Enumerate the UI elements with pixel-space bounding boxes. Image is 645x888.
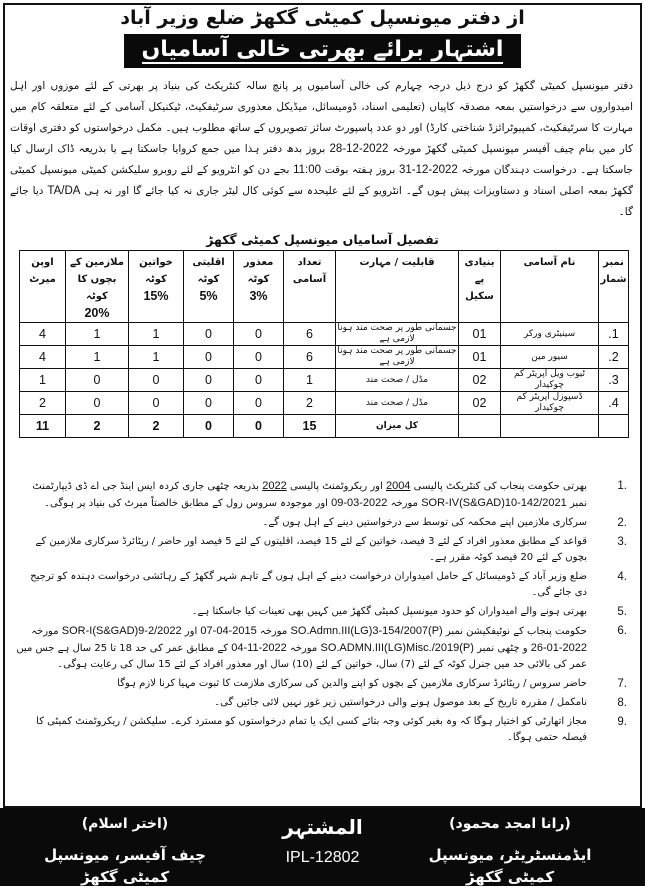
chief-officer-signature: [40, 814, 210, 888]
cell-open-merit: 4: [20, 346, 66, 369]
interview-date: 31-12-2022: [398, 164, 458, 176]
table-row: [20, 346, 629, 369]
term-text: اور موجودہ سروس رول کے مطابق خالصتاً میرٹ کی بنیاد پر ہوگی۔: [44, 498, 328, 509]
cell-total: 6: [284, 346, 336, 369]
reference-date: 07-04-2015: [200, 625, 257, 637]
term-item: [16, 676, 627, 692]
signatory-name: (رانا امجد محمود): [449, 816, 571, 832]
cell-qualification: مڈل / صحت مند: [336, 369, 459, 392]
header-percent: 15%: [143, 289, 169, 303]
header-label: ملازمین کے بچوں کا کوٹہ: [70, 257, 124, 302]
term-text: مورخہ: [289, 643, 318, 654]
cell-minority: 0: [184, 392, 234, 415]
cell-bps: 02: [459, 369, 501, 392]
cell-employees-children: 0: [66, 392, 129, 415]
term-text: مورخہ: [390, 498, 418, 509]
header-bps: بنیادی پے سکیل: [459, 251, 501, 323]
term-number: 9.: [617, 716, 627, 728]
header-post-name: نام آسامی: [501, 251, 599, 323]
header-minority-quota: [184, 251, 234, 323]
cell-disabled: 0: [234, 346, 284, 369]
administrator-signature: [405, 814, 615, 888]
term-text: حکومت پنجاب کے نوٹیفکیشن نمبر: [445, 626, 587, 637]
cell-total: 2: [284, 392, 336, 415]
intro-line: ڈومیسائل، میڈیکل معذوری سرٹیفکیٹ، ٹیکنیکل آسامی کے لئے متعلقہ کام میں مہارت کا سرٹیفکیٹ، کمپیوٹرائزڈ شناختی کارڈ) اور دو عدد پاسپورٹ سائز تصویروں کے ساتھ مطلوب ہیں۔ مکمل: [10, 101, 633, 134]
header-employees-children-quota: [66, 251, 129, 323]
interview-time: 11:00: [293, 164, 322, 176]
cell-disabled: 0: [234, 392, 284, 415]
cell-bps: 01: [459, 323, 501, 346]
table-title: تفصیل آسامیاں میونسپل کمیٹی گکھڑ: [206, 232, 439, 247]
term-item: [16, 695, 627, 711]
term-text: ضلع وزیر آباد کے ڈومیسائل کے حامل امیدواران درخواست دینے کے اہل ہوں گے تاہم شہر گکھڑ کے رہائشی درخواست دہندہ کو ترجیح دی جائے گی۔: [30, 571, 587, 598]
term-text: نامکمل / مقررہ تاریخ کے بعد موصول ہونے والی درخواستیں زیر غور نہیں لائی جائیں گی۔: [214, 697, 587, 708]
intro-line: دفتر میونسپل کمیٹی گکھڑ کو درج ذیل درجہ چہارم کی خالی آسامیوں پر پانچ سالہ کنٹریکٹ کی بنیاد پر بھرتی کے لئے موزوں اور اہل امیدواروں سے درخواستیں بمعہ مصدقہ کاپیاں (تعلیمی اسناد،: [10, 80, 633, 113]
cell-minority: 0: [184, 346, 234, 369]
office-heading: از دفتر میونسپل کمیٹی گکھڑ ضلع وزیر آباد: [120, 7, 525, 29]
cell-serial: 3.: [599, 369, 629, 392]
cell-empty: [459, 415, 501, 438]
term-text: اور: [184, 626, 198, 637]
intro-line: بروز ہفتہ بوقت: [324, 164, 396, 176]
ipl-code: IPL-12802: [285, 849, 360, 866]
cell-qualification: جسمانی طور پر صحت مند ہونا لازمی ہے: [337, 323, 457, 344]
advertisement-banner: [124, 34, 522, 68]
signatory-name: (اختر اسلام): [81, 816, 169, 832]
totals-row: [20, 415, 629, 438]
policy-year: 2022: [262, 480, 287, 492]
cell-total: 1: [284, 369, 336, 392]
term-text: سرکاری ملازمین اپنے محکمہ کی توسط سے درخواستیں دینے کے اہل ہوں گے۔: [262, 517, 587, 528]
term-text: مورخہ: [31, 626, 59, 637]
cell-empty: [599, 415, 629, 438]
total-open-merit: 11: [20, 415, 66, 438]
table-header-row: [20, 251, 629, 323]
cell-disabled: 0: [234, 323, 284, 346]
cell-serial: 2.: [599, 346, 629, 369]
term-text: مورخہ: [259, 626, 288, 637]
intro-line: دہندگان مورخہ: [461, 164, 530, 176]
term-number: 5.: [617, 606, 627, 618]
table-row: [20, 369, 629, 392]
term-text: اور ریکروٹمنٹ پالیسی: [289, 481, 383, 492]
cell-post-name: سینیٹری ورکر: [501, 323, 599, 346]
cell-serial: 4.: [599, 392, 629, 415]
cell-open-merit: 2: [20, 392, 66, 415]
cell-post-name: ڈسپوزل آپریٹر کم چوکیدار: [501, 392, 599, 415]
signatory-title: ایڈمنسٹریٹر، میونسپل کمیٹی گکھڑ: [428, 846, 592, 886]
term-number: 3.: [617, 536, 627, 548]
reference-date: 09-03-2022: [331, 497, 388, 509]
deadline-date: 28-12-2022: [329, 143, 389, 155]
term-item: [16, 714, 627, 746]
term-text: کے مطابق عمر کی حد 18 تا 25 سال ہے جس میں عمر کی بالائی حد میں جنرل کوٹہ کے لئے (7) سال، خواتین کے لئے (10) سال اور معذور افراد کے لئے 15 سال کی رعایت ہوگی۔: [16, 643, 587, 670]
header-disabled-quota: [234, 251, 284, 323]
reference-number: SO.Admn.III(LG)3-154/2007(P): [290, 625, 443, 637]
total-posts: 15: [284, 415, 336, 438]
header-qualification: قابلیت / مہارت: [336, 251, 459, 323]
cell-minority: 0: [184, 369, 234, 392]
cell-bps: 02: [459, 392, 501, 415]
term-item: [16, 534, 627, 566]
header-women-quota: [129, 251, 184, 323]
header-open-merit: اوپن میرٹ: [20, 251, 66, 323]
total-disabled: 0: [234, 415, 284, 438]
cell-empty: [501, 415, 599, 438]
term-text: حاضر سروس / ریٹائرڈ سرکاری ملازمین کے بچوں کو اپنے والدین کی سرکاری ملازمت کا ثبوت مہیا کرنا لازم ہوگا: [117, 678, 587, 689]
cell-women: 1: [129, 323, 184, 346]
total-minority: 0: [184, 415, 234, 438]
reference-number: SO.ADMN.III(LG)Misc./2019(P): [320, 642, 474, 654]
term-item: [16, 515, 627, 531]
term-number: 7.: [617, 678, 627, 690]
reference-date: 26-01-2022: [530, 642, 587, 654]
term-number: 1.: [617, 480, 627, 492]
table-row: [20, 323, 629, 346]
header-serial: نمبر شمار: [599, 251, 629, 323]
term-item: [16, 478, 627, 512]
cell-women: 0: [129, 392, 184, 415]
reference-number: SOR-I(S&GAD)9-2/2022: [61, 625, 182, 637]
intro-line: درخواستوں کو دفتری اوقات کار میں بنام چیف آفیسر میونسپل کمیٹی گکھڑ مورخہ: [10, 122, 633, 155]
header-percent: 20%: [84, 306, 110, 320]
term-item: [16, 623, 627, 673]
cell-bps: 01: [459, 346, 501, 369]
policy-year: 2004: [385, 480, 411, 492]
intro-line: بروز بدھ دفتر ہذا میں جمع کروایا جاسکتا ہے یا بذریعہ ڈاک ارسال کیا جاسکتا ہے۔ درخواست: [10, 143, 634, 176]
cell-total: 6: [284, 323, 336, 346]
header-label: اقلیتی کوٹہ: [192, 257, 225, 285]
term-number: 4.: [617, 571, 627, 583]
cell-employees-children: 1: [66, 323, 129, 346]
terms-list: [16, 478, 627, 749]
term-item: [16, 569, 627, 601]
total-women: 2: [129, 415, 184, 438]
cell-qualification: جسمانی طور پر صحت مند ہونا لازمی ہے: [337, 346, 457, 367]
cell-employees-children: 0: [66, 369, 129, 392]
cell-open-merit: 4: [20, 323, 66, 346]
header-total-posts: تعداد آسامی: [284, 251, 336, 323]
cell-post-name: سیور مین: [501, 346, 599, 369]
cell-employees-children: 1: [66, 346, 129, 369]
term-text: قواعد کے مطابق معذور افراد کے لئے 3 فیصد، خواتین کے لئے 15 فیصد، اقلیتوں کے لئے 5 فیصد اور حاضر / ریٹائرڈ سرکاری ملازمین کے بچوں کے لئے 20 فیصد کوٹہ مقرر ہے۔: [35, 536, 587, 563]
cell-open-merit: 1: [20, 369, 66, 392]
term-item: [16, 604, 627, 620]
advertiser-label: المشتہر: [282, 815, 363, 839]
reference-date: 04-11-2022: [231, 642, 287, 654]
header-percent: 3%: [249, 289, 268, 303]
intro-paragraph: [10, 76, 633, 223]
intro-line: دیا جائے گا۔: [10, 185, 633, 218]
term-text: و چٹھی نمبر: [477, 643, 528, 654]
tada-text: TA/DA: [47, 185, 81, 197]
signature-footer: [0, 808, 645, 886]
totals-label: کل میزان: [336, 415, 459, 438]
total-employees-children: 2: [66, 415, 129, 438]
term-text: بذریعہ چٹھی جاری کردہ ایس اینڈ جی اے ڈی ڈیپارٹمنٹ نمبر: [32, 481, 587, 509]
reference-number: SOR-IV(S&GAD)10-142/2021: [421, 497, 567, 509]
table-row: [20, 392, 629, 415]
term-number: 8.: [617, 697, 627, 709]
term-number: 6.: [617, 625, 627, 637]
signatory-title: چیف آفیسر، میونسپل کمیٹی گکھڑ: [44, 846, 206, 886]
term-text: بھرتی حکومت پنجاب کی کنٹریکٹ پالیسی: [413, 481, 587, 492]
intro-line: بجے دن کو انٹرویو کے لئے روبرو سلیکشن کمیٹی میونسپل کمیٹی گکھڑ بمعہ اصلی اسناد و دستاویزات پیش ہوں گے۔ انٹرویو کے لئے علیحدہ: [10, 164, 634, 197]
header-percent: 5%: [199, 289, 218, 303]
advertiser-block: [253, 814, 393, 868]
banner-title: اشتہار برائے بھرتی خالی آسامیاں: [141, 37, 504, 62]
header-label: معذور کوٹہ: [243, 257, 274, 285]
cell-minority: 0: [184, 323, 234, 346]
header-label: خواتین کوٹہ: [139, 257, 173, 285]
cell-post-name: ٹیوب ویل آپریٹر کم چوکیدار: [501, 369, 599, 392]
term-number: 2.: [617, 517, 627, 529]
intro-line: سے کوئی کال لیٹر جاری نہ کیا جائے گا اور نہ ہی: [84, 185, 303, 197]
cell-women: 1: [129, 346, 184, 369]
term-text: مجاز اتھارٹی کو اختیار ہوگا کہ وہ بغیر کوئی وجہ بتائے کسی ایک یا تمام درخواستوں کو مسترد کرے۔ سلیکشن / ریکروٹمنٹ کمیٹی کا فیصلہ حتمی ہوگا۔: [36, 716, 587, 743]
cell-serial: 1.: [599, 323, 629, 346]
cell-disabled: 0: [234, 369, 284, 392]
cell-women: 0: [129, 369, 184, 392]
term-text: بھرتی ہونے والے امیدواران کو حدود میونسپل کمیٹی گکھڑ میں کہیں بھی تعینات کیا جاسکتا ہے۔: [191, 606, 587, 617]
vacancy-table: [19, 250, 629, 438]
cell-qualification: مڈل / صحت مند: [336, 392, 459, 415]
